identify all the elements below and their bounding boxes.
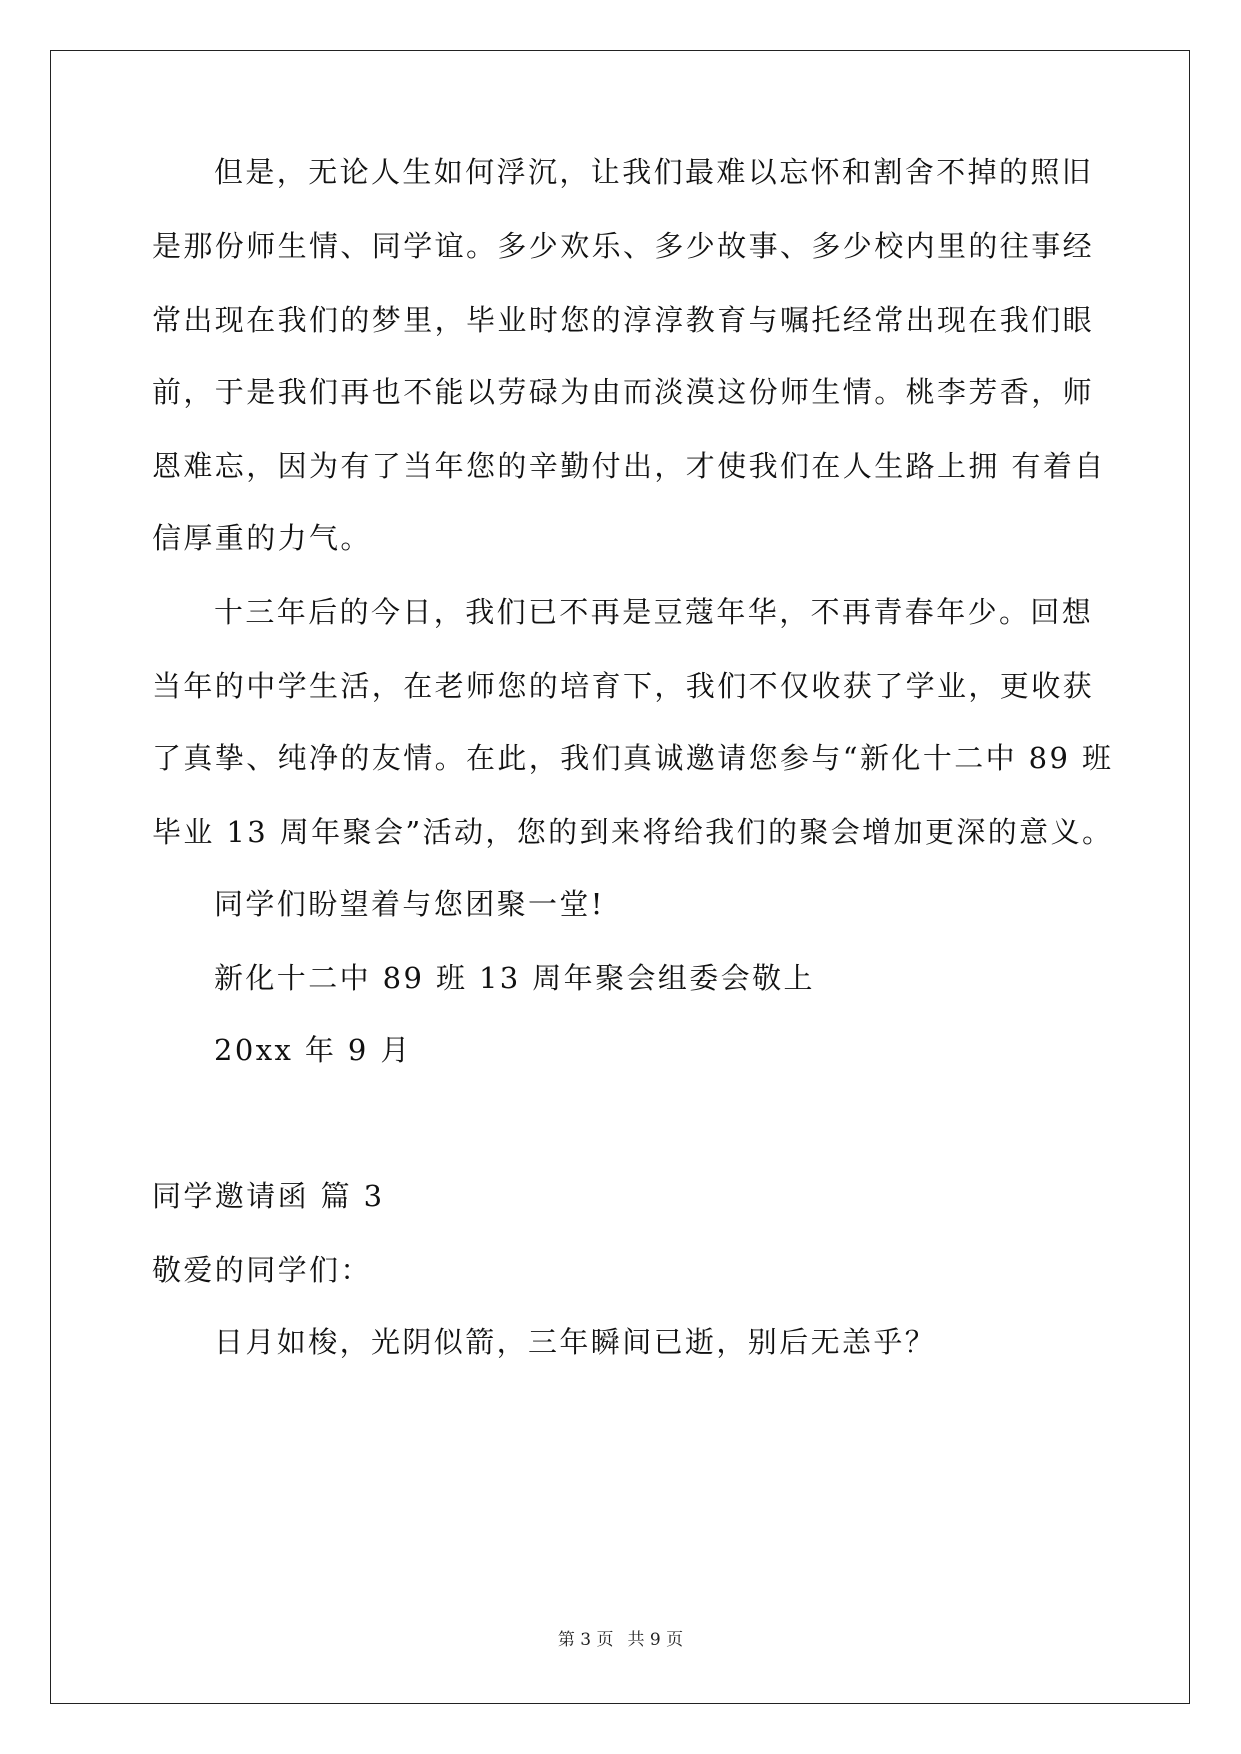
paragraph-line: 信厚重的力气。 bbox=[152, 521, 372, 555]
paragraph-line: 当年的中学生活，在老师您的培育下，我们不仅收获了学业，更收获 bbox=[152, 669, 1095, 703]
paragraph-line: 了真挚、纯净的友情。在此，我们真诚邀请您参与“新化十二中 89 班 bbox=[152, 741, 1114, 775]
paragraph-line: 但是，无论人生如何浮沉，让我们最难以忘怀和割舍不掉的照旧 bbox=[214, 155, 1094, 189]
page-footer bbox=[0, 1629, 1241, 1651]
salutation: 敬爱的同学们： bbox=[152, 1253, 372, 1287]
paragraph-line: 毕业 13 周年聚会”活动，您的到来将给我们的聚会增加更深的意义。 bbox=[152, 815, 1114, 849]
paragraph-line: 恩难忘，因为有了当年您的辛勤付出，才使我们在人生路上拥 有着自 bbox=[152, 449, 1106, 483]
paragraph-line: 是那份师生情、同学谊。多少欢乐、多少故事、多少校内里的往事经 bbox=[152, 229, 1095, 263]
page-number: 第 3 页 bbox=[557, 1630, 614, 1650]
section-heading: 同学邀请函 篇 3 bbox=[152, 1179, 385, 1213]
paragraph-line: 前，于是我们再也不能以劳碌为由而淡漠这份师生情。桃李芳香，师 bbox=[152, 375, 1095, 409]
signature-line: 新化十二中 89 班 13 周年聚会组委会敬上 bbox=[214, 961, 815, 995]
paragraph-line: 日月如梭，光阴似箭，三年瞬间已逝，别后无恙乎？ bbox=[214, 1325, 937, 1359]
date-line: 20xx 年 9 月 bbox=[214, 1033, 412, 1067]
page-frame bbox=[50, 50, 1190, 1704]
paragraph-line: 十三年后的今日，我们已不再是豆蔻年华，不再青春年少。回想 bbox=[214, 595, 1094, 629]
closing-line: 同学们盼望着与您团聚一堂! bbox=[214, 887, 605, 921]
paragraph-line: 常出现在我们的梦里，毕业时您的淳淳教育与嘱托经常出现在我们眼 bbox=[152, 303, 1095, 337]
page-total: 共 9 页 bbox=[627, 1630, 684, 1650]
